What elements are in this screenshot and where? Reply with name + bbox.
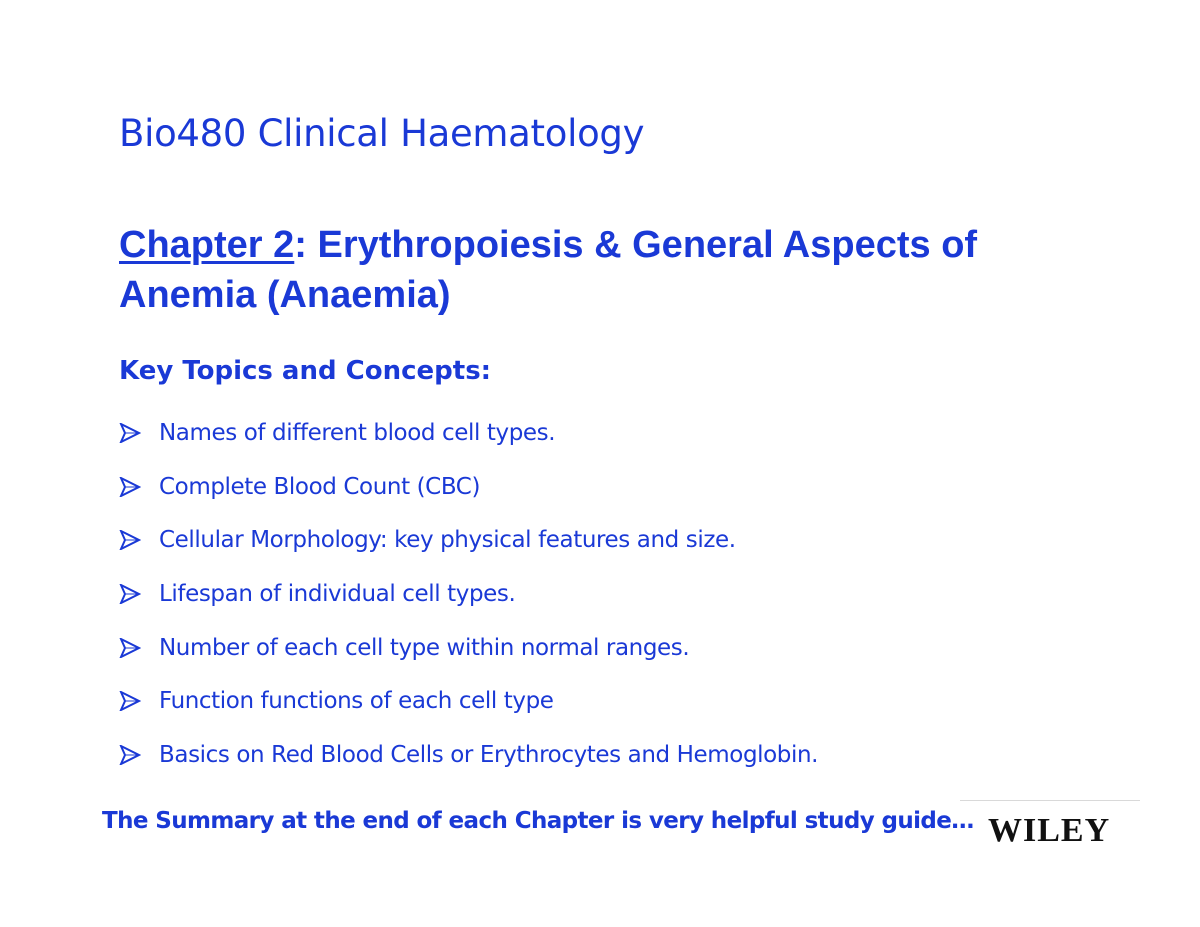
arrowhead-bullet-icon — [119, 691, 159, 711]
topic-list — [119, 406, 818, 782]
topic-text: Function functions of each cell type — [159, 688, 554, 715]
topic-text: Basics on Red Blood Cells or Erythrocytes and Hemoglobin. — [159, 741, 819, 768]
course-title: Bio480 Clinical Haematology — [119, 112, 645, 155]
list-item — [119, 406, 818, 460]
divider — [960, 800, 1140, 801]
chapter-subtitle: : Erythropoiesis & General Aspects of Anemia (Anaemia) — [119, 224, 978, 316]
topic-text: Lifespan of individual cell types. — [159, 580, 516, 607]
arrowhead-bullet-icon — [119, 638, 159, 658]
topic-text: Complete Blood Count (CBC) — [159, 473, 481, 500]
publisher-logo: WILEY — [988, 812, 1111, 849]
arrowhead-bullet-icon — [119, 423, 159, 443]
list-item — [119, 621, 818, 675]
list-item — [119, 460, 818, 514]
footer-note: The Summary at the end of each Chapter is very helpful study guide… — [102, 808, 974, 834]
arrowhead-bullet-icon — [119, 530, 159, 550]
topic-text: Cellular Morphology: key physical features and size. — [159, 527, 736, 554]
arrowhead-bullet-icon — [119, 584, 159, 604]
list-item — [119, 728, 818, 782]
arrowhead-bullet-icon — [119, 745, 159, 765]
arrowhead-bullet-icon — [119, 477, 159, 497]
list-item — [119, 513, 818, 567]
chapter-title — [119, 220, 1119, 320]
list-item — [119, 567, 818, 621]
topics-heading: Key Topics and Concepts: — [119, 356, 492, 386]
topic-text: Names of different blood cell types. — [159, 419, 556, 446]
topic-text: Number of each cell type within normal ranges. — [159, 634, 690, 661]
list-item — [119, 674, 818, 728]
chapter-label: Chapter 2 — [119, 224, 295, 266]
